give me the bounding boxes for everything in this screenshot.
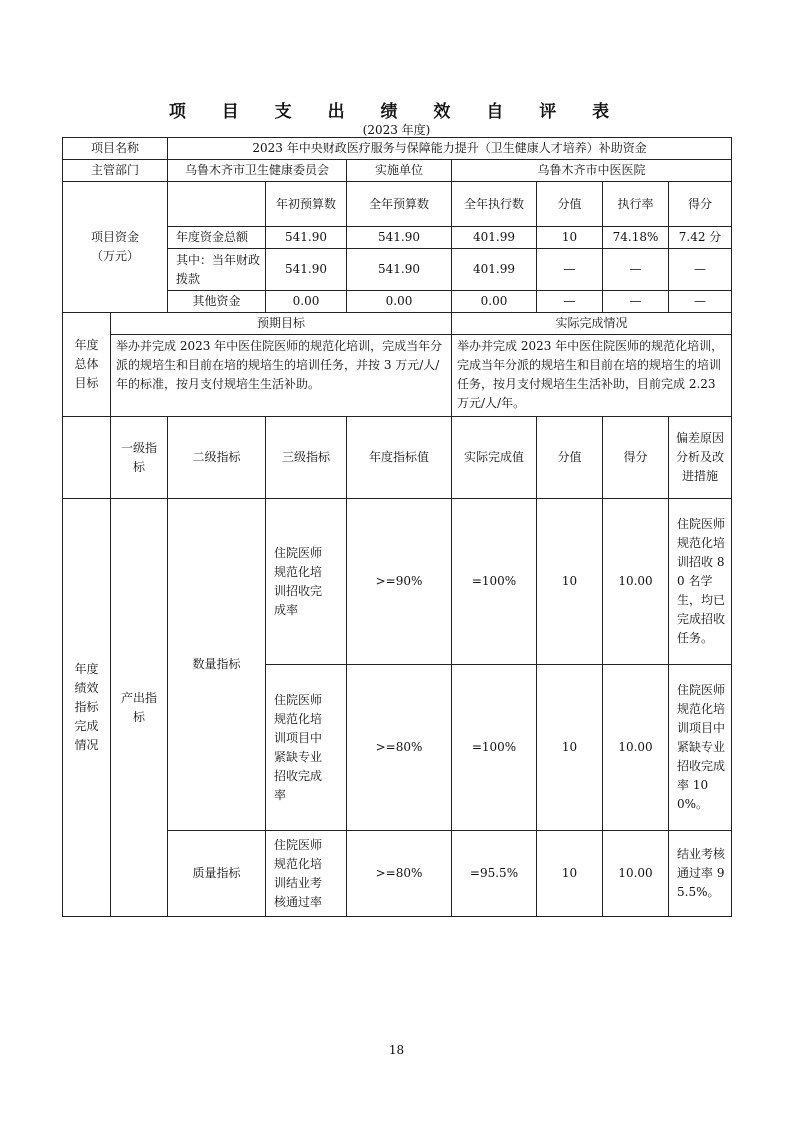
target-value: >=80% bbox=[347, 831, 452, 917]
indicators-section-label: 年度绩效指标完成情况 bbox=[63, 499, 111, 917]
actual-goal-text: 举办并完成 2023 年中医住院医师的规范化培训，完成当年分派的规培生和目前在培的规培生的培训任务，按月支付规培生生活补助，目前完成 2.23 万元/人/年。 bbox=[452, 335, 732, 417]
indicator-header: 二级指标 bbox=[168, 417, 266, 499]
dept-label: 主管部门 bbox=[63, 160, 168, 182]
funds-header: 全年预算数 bbox=[347, 182, 452, 227]
indicator-header: 得分 bbox=[603, 417, 669, 499]
funds-cell: — bbox=[537, 249, 603, 291]
funds-cell: 0.00 bbox=[266, 291, 347, 313]
level3-indicator: 住院医师规范化培训结业考核通过率 bbox=[266, 831, 347, 917]
expected-goal-text: 举办并完成 2023 年中医住院医师的规范化培训，完成当年分派的规培生和目前在培的规培生的培训任务，并按 3 万元/人/年的标准，按月支付规培生生活补助。 bbox=[111, 335, 452, 417]
funds-cell: 0.00 bbox=[347, 291, 452, 313]
funds-cell: 0.00 bbox=[452, 291, 537, 313]
page-title: 项 目 支 出 绩 效 自 评 表 bbox=[168, 102, 625, 122]
funds-cell: 10 bbox=[537, 227, 603, 249]
funds-cell: 541.90 bbox=[266, 249, 347, 291]
level1-indicator: 产出指标 bbox=[111, 499, 168, 917]
impl-value: 乌鲁木齐市中医医院 bbox=[452, 160, 732, 182]
funds-cell: 7.42 分 bbox=[669, 227, 732, 249]
level3-indicator: 住院医师规范化培训招收完成率 bbox=[266, 499, 347, 665]
funds-cell: 541.90 bbox=[347, 227, 452, 249]
funds-row-name: 其他资金 bbox=[168, 291, 266, 313]
indicator-header: 年度指标值 bbox=[347, 417, 452, 499]
indicator-header: 三级指标 bbox=[266, 417, 347, 499]
funds-cell: 541.90 bbox=[347, 249, 452, 291]
evaluation-table bbox=[62, 137, 732, 917]
indicator-header: 分值 bbox=[537, 417, 603, 499]
impl-label: 实施单位 bbox=[347, 160, 452, 182]
level2-indicator: 质量指标 bbox=[168, 831, 266, 917]
funds-row-name: 年度资金总额 bbox=[168, 227, 266, 249]
funds-header: 年初预算数 bbox=[266, 182, 347, 227]
project-name: 2023 年中央财政医疗服务与保障能力提升（卫生健康人才培养）补助资金 bbox=[168, 138, 732, 160]
funds-row-name: 其中：当年财政拨款 bbox=[168, 249, 266, 291]
indicator-header-blank bbox=[63, 417, 111, 499]
project-name-label: 项目名称 bbox=[63, 138, 168, 160]
funds-cell: — bbox=[669, 291, 732, 313]
target-value: >=80% bbox=[347, 665, 452, 831]
page-number: 18 bbox=[388, 1043, 405, 1057]
funds-cell: — bbox=[603, 291, 669, 313]
funds-cell: 541.90 bbox=[266, 227, 347, 249]
goals-label: 年度总体目标 bbox=[63, 313, 111, 417]
actual-value: =95.5% bbox=[452, 831, 537, 917]
actual-goal-label: 实际完成情况 bbox=[452, 313, 732, 335]
got-value: 10.00 bbox=[603, 831, 669, 917]
funds-header: 分值 bbox=[537, 182, 603, 227]
funds-cell: — bbox=[669, 249, 732, 291]
funds-cell: 74.18% bbox=[603, 227, 669, 249]
funds-header-blank bbox=[168, 182, 266, 227]
level2-indicator: 数量指标 bbox=[168, 499, 266, 831]
funds-cell: 401.99 bbox=[452, 227, 537, 249]
got-value: 10.00 bbox=[603, 665, 669, 831]
got-value: 10.00 bbox=[603, 499, 669, 665]
deviation-note: 住院医师规范化培训项目中紧缺专业招收完成率 100%。 bbox=[669, 665, 732, 831]
funds-cell: — bbox=[603, 249, 669, 291]
indicator-header: 实际完成值 bbox=[452, 417, 537, 499]
funds-header: 全年执行数 bbox=[452, 182, 537, 227]
indicator-header: 偏差原因分析及改进措施 bbox=[669, 417, 732, 499]
funds-cell: — bbox=[537, 291, 603, 313]
dept-value: 乌鲁木齐市卫生健康委员会 bbox=[168, 160, 347, 182]
funds-header: 执行率 bbox=[603, 182, 669, 227]
actual-value: =100% bbox=[452, 499, 537, 665]
funds-cell: 401.99 bbox=[452, 249, 537, 291]
score-value: 10 bbox=[537, 665, 603, 831]
report-year: (2023 年度) bbox=[362, 123, 431, 137]
level3-indicator: 住院医师规范化培训项目中紧缺专业招收完成率 bbox=[266, 665, 347, 831]
score-value: 10 bbox=[537, 499, 603, 665]
funds-header: 得分 bbox=[669, 182, 732, 227]
target-value: >=90% bbox=[347, 499, 452, 665]
deviation-note: 结业考核通过率 95.5%。 bbox=[669, 831, 732, 917]
expected-goal-label: 预期目标 bbox=[111, 313, 452, 335]
funds-label: 项目资金（万元） bbox=[63, 182, 168, 313]
score-value: 10 bbox=[537, 831, 603, 917]
deviation-note: 住院医师规范化培训招收 80 名学生，均已完成招收任务。 bbox=[669, 499, 732, 665]
actual-value: =100% bbox=[452, 665, 537, 831]
indicator-header: 一级指标 bbox=[111, 417, 168, 499]
